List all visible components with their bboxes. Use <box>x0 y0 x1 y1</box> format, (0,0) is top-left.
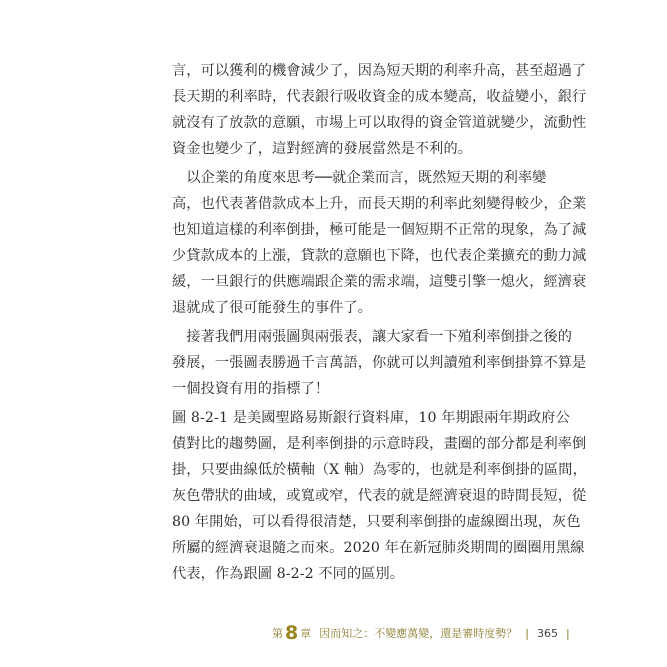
text-line: 接著我們用兩張圖與兩張表，讓大家看一下殖利率倒掛之後的 <box>172 329 573 345</box>
body-text <box>172 58 587 587</box>
text-line: 少貸款成本的上漲，貸款的意願也下降，也代表企業擴充的動力減 <box>172 248 587 264</box>
page-footer <box>272 620 578 644</box>
footer-separator: | <box>525 627 529 640</box>
chapter-prefix: 第 <box>272 627 283 640</box>
text-line: 以企業的角度來思考──就企業而言，既然短天期的利率變 <box>172 170 547 186</box>
text-line: 緩，一旦銀行的供應端跟企業的需求端，這雙引擎一熄火，經濟衰 <box>172 274 587 290</box>
text-line: 所屬的經濟衰退隨之而來。2020 年在新冠肺炎期間的圈圈用黑線 <box>172 540 585 556</box>
text-line: 言，可以獲利的機會減少了，因為短天期的利率升高，甚至超過了 <box>172 63 587 79</box>
text-line: 圖 8-2-1 是美國聖路易斯銀行資料庫，10 年期跟兩年期政府公 <box>172 410 570 426</box>
text-line: 長天期的利率時，代表銀行吸收資金的成本變高，收益變小，銀行 <box>172 89 587 105</box>
text-line: 掛，只要曲線低於橫軸（X 軸）為零的，也就是利率倒掛的區間， <box>172 462 587 478</box>
footer-separator-trailing: | <box>565 627 570 640</box>
text-line: 發展，一張圖表勝過千言萬語，你就可以判讀殖利率倒掛算不算是 <box>172 355 587 371</box>
text-line: 也知道這樣的利率倒掛，極可能是一個短期不正常的現象，為了減 <box>172 222 587 238</box>
chapter-number: 8 <box>285 622 299 644</box>
text-line: 就沒有了放款的意願，市場上可以取得的資金管道就變少，流動性 <box>172 115 587 131</box>
chapter-suffix: 章 <box>300 627 312 640</box>
page-number: 365 <box>536 627 558 640</box>
text-line: 灰色帶狀的曲域，或寬或窄，代表的就是經濟衰退的時間長短，從 <box>172 488 587 504</box>
text-line: 資金也變少了，這對經濟的發展當然是不利的。 <box>172 141 473 157</box>
text-line: 80 年開始，可以看得很清楚，只要利率倒掛的虛線圈出現，灰色 <box>172 514 581 530</box>
text-line: 債對比的趨勢圖，是利率倒掛的示意時段，畫圈的部分都是利率倒 <box>172 436 587 452</box>
text-line: 高，也代表著借款成本上升，而長天期的利率此刻變得較少，企業 <box>172 196 587 212</box>
chapter-title: 因而知之：不變應萬變，還是審時度勢？ <box>319 627 518 640</box>
text-line: 一個投資有用的指標了！ <box>172 381 330 397</box>
text-line: 代表，作為跟圖 8-2-2 不同的區別。 <box>172 566 405 582</box>
text-line: 退就成了很可能發生的事件了。 <box>172 300 373 316</box>
